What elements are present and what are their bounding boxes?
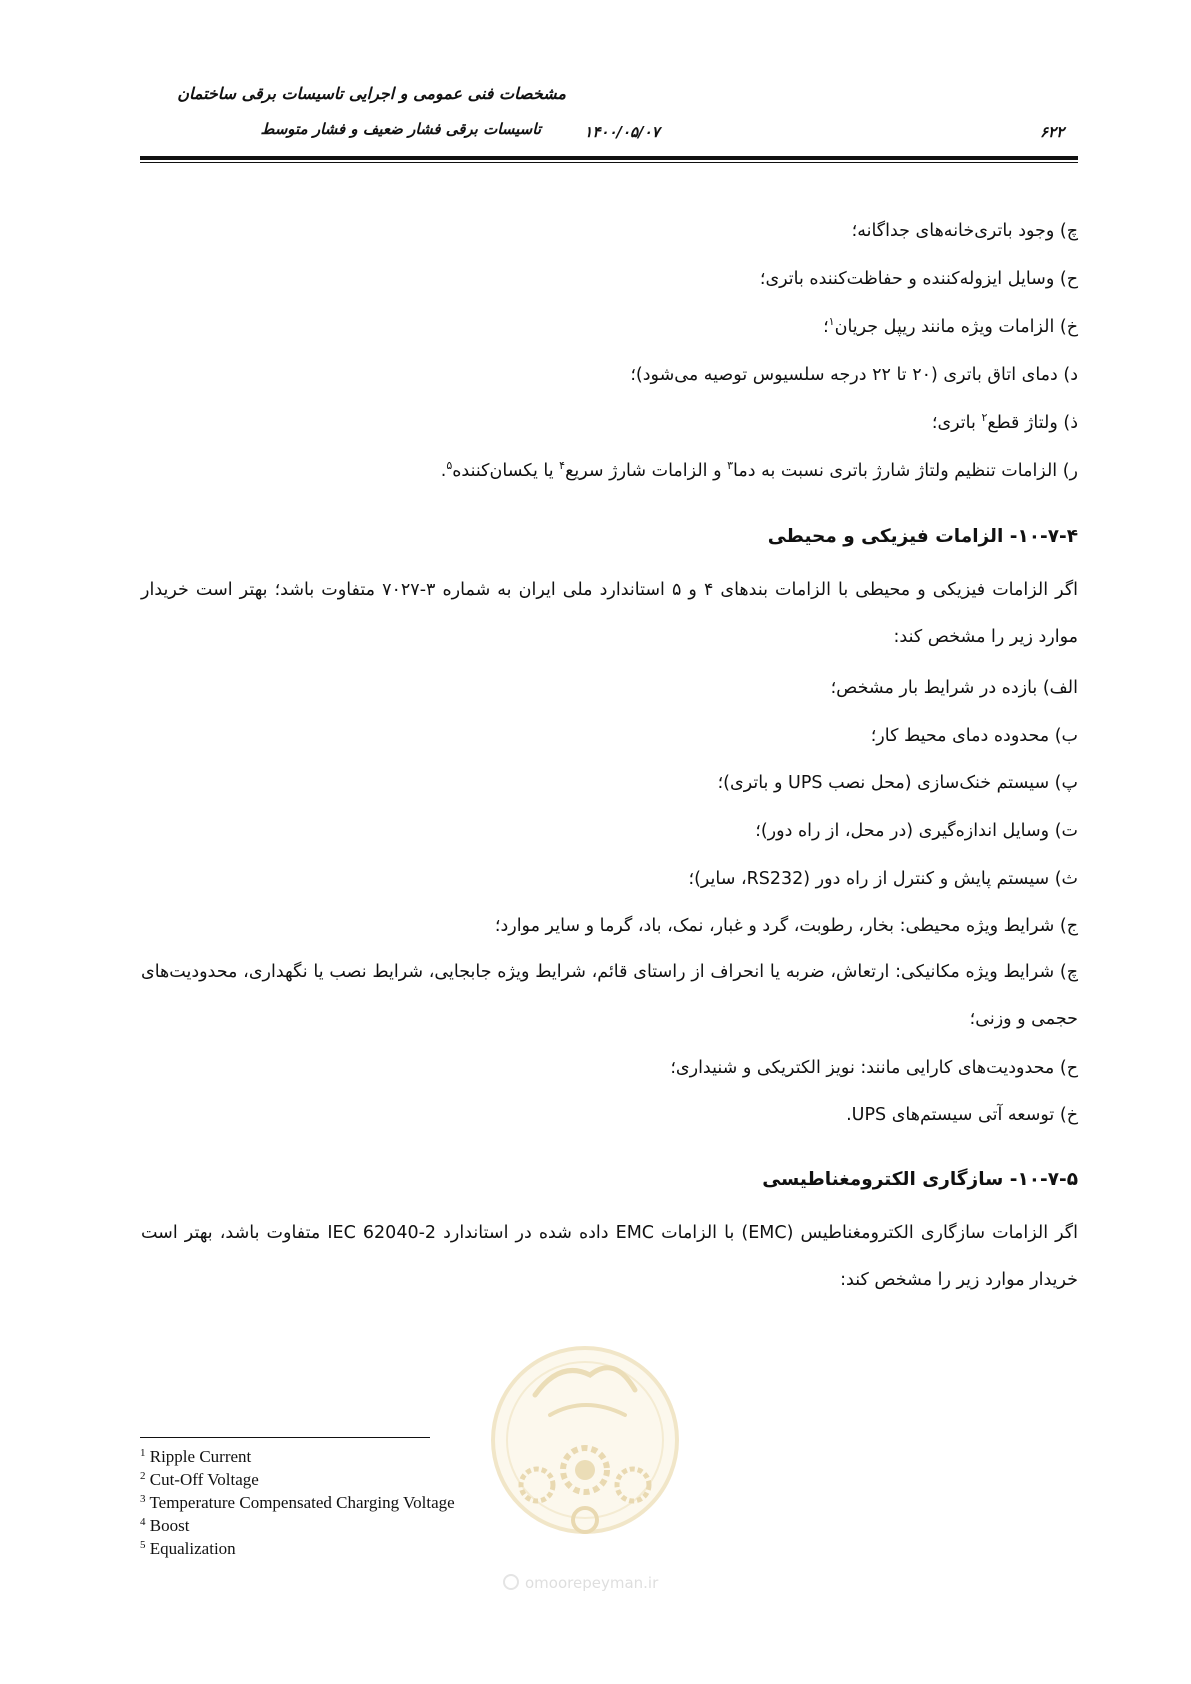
list-item: ر) الزامات تنظیم ولتاژ شارژ باتری نسبت به دما$^۳$ و الزامات شارژ سریع$^۴$ یا یکسان‌کننده$^۵$. [440, 459, 1078, 481]
document-title: مشخصات فنی عمومی و اجرایی تاسیسات برقی ساختمان [177, 84, 566, 103]
footnote: $^2$ Cut-Off Voltage [140, 1470, 259, 1489]
list-item: چ) وجود باتری‌خانه‌های جداگانه؛ [851, 221, 1078, 241]
footnote-rule [140, 1437, 430, 1438]
list-item: چ) شرایط ویژه مکانیکی: ارتعاش، ضربه یا انحراف از راستای قائم، شرایط ویژه جابجایی، شرایط نصب یا نگهداری، محدودیت‌های حجمی و وزنی؛ [141, 962, 1078, 1029]
list-item: خ) توسعه آتی سیستم‌های UPS. [846, 1105, 1078, 1125]
document-date: ۱۴۰۰/۰۵/۰۷ [584, 123, 660, 141]
section-heading: ۱۰-۷-۴- الزامات فیزیکی و محیطی [767, 526, 1078, 547]
list-item: ث) سیستم پایش و کنترل از راه دور (RS232، سایر)؛ [688, 869, 1078, 889]
watermark-seal-icon [485, 1320, 685, 1600]
footnote-ref: ۵ [446, 459, 453, 472]
list-item: ح) وسایل ایزوله‌کننده و حفاظت‌کننده باتری؛ [759, 269, 1078, 289]
list-item: ذ) ولتاژ قطع$^۲$ باتری؛ [931, 411, 1078, 433]
footnote-ref: ۱ [828, 315, 835, 328]
footnote: $^4$ Boost [140, 1516, 190, 1535]
footnote-ref: ۳ [727, 459, 734, 472]
section-heading: ۱۰-۷-۵- سازگاری الکترومغناطیسی [762, 1169, 1078, 1190]
section-intro: اگر الزامات فیزیکی و محیطی با الزامات بندهای ۴ و ۵ استاندارد ملی ایران به شماره ۳-۷۰۲۷ متفاوت باشد؛ بهتر است خریدار موارد زیر را مشخص کند: [141, 580, 1079, 647]
list-item: پ) سیستم خنک‌سازی (محل نصب UPS و باتری)؛ [717, 773, 1078, 793]
footnote: $^5$ Equalization [140, 1539, 236, 1558]
list-item: ت) وسایل اندازه‌گیری (در محل، از راه دور)؛ [755, 821, 1078, 841]
list-item: ج) شرایط ویژه محیطی: بخار، رطوبت، گرد و غبار، نمک، باد، گرما و سایر موارد؛ [494, 916, 1078, 936]
header-rule-thin [140, 162, 1078, 163]
footnote-ref: ۴ [559, 459, 566, 472]
section-intro: اگر الزامات سازگاری الکترومغناطیس (EMC) با الزامات EMC داده شده در استاندارد IEC 62040-2 متفاوت باشد، بهتر است خریدار موارد زیر را مشخص کند: [141, 1223, 1078, 1290]
list-item: الف) بازده در شرایط بار مشخص؛ [830, 678, 1078, 698]
list-item: ح) محدودیت‌های کارایی مانند: نویز الکتریکی و شنیداری؛ [670, 1058, 1078, 1078]
header-rule-thick [140, 156, 1078, 160]
watermark-logo [485, 1320, 685, 1600]
footnote: $^1$ Ripple Current [140, 1447, 252, 1466]
list-item: خ) الزامات ویژه مانند ریپل جریان$^۱$؛ [823, 315, 1078, 337]
page-number: ۶۲۲ [1040, 123, 1065, 141]
footnote-ref: ۲ [981, 411, 988, 424]
document-subtitle: تاسیسات برقی فشار ضعیف و فشار متوسط [260, 120, 541, 138]
list-item: د) دمای اتاق باتری (۲۰ تا ۲۲ درجه سلسیوس توصیه می‌شود)؛ [630, 365, 1078, 385]
watermark-site-text: omoorepeyman.ir [525, 1574, 659, 1592]
footnote: $^3$ Temperature Compensated Charging Voltage [140, 1493, 455, 1512]
list-item: ب) محدوده دمای محیط کار؛ [870, 726, 1078, 746]
